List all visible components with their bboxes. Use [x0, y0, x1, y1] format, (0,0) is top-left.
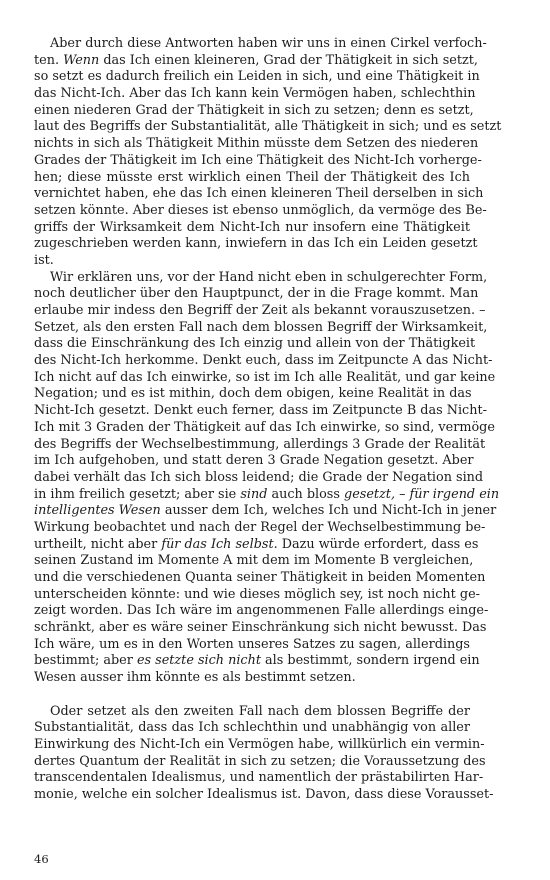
text-segment: auch bloss — [267, 486, 345, 502]
text-line — [34, 519, 486, 537]
text-segment: transcendentalen Idealismus, und namentlich der prästabilirten Har- — [34, 770, 484, 786]
text-segment: zugeschrieben werden kann, inwiefern in das Ich ein Leiden gesetzt — [34, 236, 478, 252]
text-segment: seinen Zustand im Momente A mit dem im Momente B vergleichen, — [34, 553, 474, 569]
text-line — [34, 119, 502, 136]
text-line — [34, 186, 484, 203]
text-line — [34, 603, 489, 620]
text-segment: vernichtet haben, ehe das Ich einen kleineren Theil derselben in sich — [34, 186, 484, 202]
text-segment: ist. — [34, 252, 54, 268]
text-segment: nichts in sich als Thätigkeit Mithin müsste dem Setzen des niederen — [34, 136, 479, 152]
text-line — [34, 353, 493, 370]
text-segment: Ich wäre, um es in den Worten unseres Satzes zu sagen, allerdings — [34, 636, 470, 652]
text-line — [34, 736, 485, 754]
text-line — [34, 553, 474, 570]
text-segment: des Nicht-Ich herkomme. Denkt euch, dass im Zeitpuncte A das Nicht- — [34, 353, 493, 369]
text-line — [34, 786, 494, 804]
text-segment: dass die Einschränkung des Ich einzig und allein von der Thätigkeit — [34, 336, 476, 352]
text-segment: dertes Quantum der Realität in sich zu setzen; die Voraussetzung des — [34, 753, 486, 769]
paragraph-gap — [34, 687, 470, 704]
text-line — [34, 620, 487, 637]
text-segment: noch deutlicher über den Hauptpunct, der in die Frage kommt. Man — [34, 286, 479, 302]
text-segment: das Nicht-Ich. Aber das Ich kann kein Vermögen haben, schlechthin — [34, 86, 476, 102]
text-line — [34, 52, 478, 70]
text-line — [34, 503, 497, 520]
text-segment: in ihm freilich gesetzt; aber sie — [34, 486, 241, 502]
text-segment: dabei verhält das Ich sich bloss leidend; die Grade der Negation sind — [34, 469, 484, 485]
text-line — [34, 152, 482, 170]
text-segment: Negation; und es ist mithin, doch dem obigen, keine Realität in das — [34, 386, 472, 402]
text-segment: ten. — [34, 52, 64, 68]
text-segment: Nicht-Ich gesetzt. Denkt euch ferner, dass im Zeitpuncte B das Nicht- — [34, 403, 487, 419]
text-segment: griffs der Wirksamkeit dem Nicht-Ich nur insofern eine Thätigkeit — [34, 219, 470, 235]
text-line — [34, 386, 470, 403]
text-line — [34, 753, 486, 771]
text-segment: zeigt worden. Das Ich wäre im angenommenen Falle allerdings einge- — [34, 603, 489, 619]
text-line — [34, 453, 474, 470]
text-line — [34, 102, 474, 120]
text-segment: Aber durch diese Antworten haben wir uns in einen Cirkel verfoch- — [50, 36, 487, 51]
text-segment: das Ich einen kleineren, Grad der Thätigkeit in sich setzt, — [99, 52, 478, 68]
text-line — [34, 253, 470, 270]
text-line — [34, 486, 500, 504]
text-line — [34, 637, 470, 654]
text-segment: Einwirkung des Nicht-Ich ein Vermögen habe, willkürlich ein vermin- — [34, 736, 485, 752]
text-line — [34, 536, 479, 554]
text-line — [34, 319, 488, 337]
text-segment: ausser dem Ich, welches Ich und Nicht-Ich in jener — [160, 503, 497, 519]
text-line — [34, 286, 479, 303]
text-line — [34, 369, 496, 387]
text-line — [34, 269, 488, 287]
text-segment: . Dazu würde erfordert, dass es — [273, 536, 479, 552]
text-segment: Setzet, als den ersten Fall nach dem blossen Begriff der Wirksamkeit, — [34, 319, 488, 335]
text-segment: Ich mit 3 Graden der Thätigkeit auf das Ich einwirke, so sind, vermöge — [34, 419, 495, 435]
text-segment: im Ich aufgehoben, und statt deren 3 Grade Negation gesetzt. Aber — [34, 453, 474, 469]
text-segment: Substantialität, dass das Ich schlechthin und unabhängig von aller — [34, 720, 470, 736]
paragraph — [34, 703, 494, 804]
text-segment: urtheilt, nicht aber — [34, 536, 162, 552]
text-line — [34, 653, 480, 670]
text-line — [34, 704, 470, 721]
page-number: 46 — [34, 852, 49, 866]
text-segment: laut des Begriffs der Substantialität, alle Thätigkeit in sich; und es setzt — [34, 119, 502, 135]
text-segment: so setzt es dadurch freilich ein Leiden in sich, und eine Thätigkeit in — [34, 69, 480, 85]
text-line — [34, 336, 476, 353]
text-line — [34, 436, 486, 454]
italic-text: Wenn — [63, 52, 100, 68]
text-segment: Wir erklären uns, vor der Hand nicht eben in schulgerechter Form, — [50, 269, 488, 285]
text-line — [34, 303, 486, 320]
text-segment: Ich nicht auf das Ich einwirke, so ist im Ich alle Realität, und gar keine — [34, 369, 496, 385]
text-segment: des Begriffs der Wechselbestimmung, allerdings 3 Grade der Realität — [34, 436, 486, 452]
text-segment: hen; diese müsste erst wirklich einen Theil der Thätigkeit des Ich — [34, 169, 470, 185]
text-line — [34, 236, 478, 253]
page-body — [34, 36, 502, 804]
text-line — [34, 469, 484, 487]
text-line — [34, 770, 484, 787]
italic-text: für das Ich selbst — [161, 536, 274, 552]
paragraph — [34, 36, 502, 270]
text-segment: unterscheiden könnte: und wie dieses möglich sey, ist noch nicht ge- — [34, 586, 480, 602]
text-line — [34, 720, 470, 737]
text-line — [34, 202, 487, 220]
text-line — [34, 36, 487, 53]
text-segment: Oder setzet als den zweiten Fall nach dem blossen Begriffe der — [50, 703, 470, 719]
text-segment: schränkt, aber es wäre seiner Einschränkung sich nicht bewusst. Das — [34, 620, 487, 636]
text-line — [34, 670, 470, 687]
text-segment: als bestimmt, sondern irgend ein — [260, 653, 480, 669]
text-segment: Wirkung beobachtet und nach der Regel der Wechselbestimmung be- — [34, 519, 486, 535]
text-segment: bestimmt; aber — [34, 653, 137, 669]
paragraph — [34, 269, 500, 687]
italic-text: es setzte sich nicht — [136, 653, 261, 669]
text-line — [34, 419, 495, 437]
text-line — [34, 403, 487, 420]
text-segment: setzen könnte. Aber dieses ist ebenso unmöglich, da vermöge des Be- — [34, 202, 487, 218]
text-segment: Grades der Thätigkeit im Ich eine Thätigkeit des Nicht-Ich vorherge- — [34, 152, 482, 168]
text-segment: Wesen ausser ihm könnte es als bestimmt setzen. — [34, 670, 356, 686]
text-line — [34, 586, 480, 604]
text-line — [34, 69, 480, 86]
text-line — [34, 136, 479, 153]
text-line — [34, 86, 476, 103]
text-line — [34, 170, 470, 187]
text-segment: monie, welche ein solcher Idealismus ist. Davon, dass diese Vorausset- — [34, 786, 494, 802]
text-line — [34, 220, 470, 237]
italic-text: gesetzt, – für irgend ein — [344, 486, 500, 502]
text-segment: erlaube mir indess den Begriff der Zeit als bekannt vorauszusetzen. – — [34, 303, 486, 318]
text-segment: einen niederen Grad der Thätigkeit in sich zu setzen; denn es setzt, — [34, 102, 474, 118]
text-line — [34, 570, 486, 587]
italic-text: sind — [240, 486, 268, 502]
italic-text: intelligentes Wesen — [34, 503, 161, 519]
text-segment: und die verschiedenen Quanta seiner Thätigkeit in beiden Momenten — [34, 570, 486, 585]
